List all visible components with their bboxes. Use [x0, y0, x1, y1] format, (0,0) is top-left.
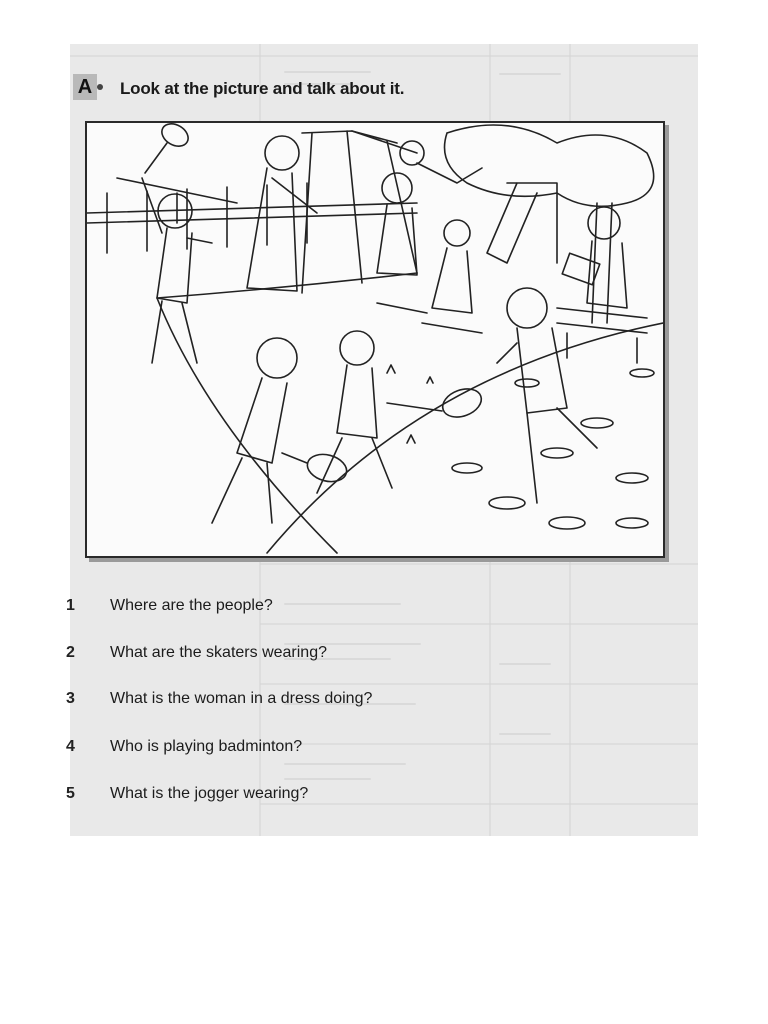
question-number: 4 [66, 738, 75, 755]
question-number: 5 [66, 785, 75, 802]
question-text: What are the skaters wearing? [110, 644, 327, 661]
park-scene-drawing [87, 123, 663, 556]
question-text: What is the jogger wearing? [110, 785, 309, 802]
scanned-worksheet-page [66, 44, 698, 836]
question-number: 1 [66, 597, 75, 614]
section-letter: A [77, 76, 93, 98]
question-number: 3 [66, 690, 75, 707]
question-text: Where are the people? [110, 597, 273, 614]
question-text: What is the woman in a dress doing? [110, 690, 373, 707]
audio-icon [97, 84, 103, 90]
question-text: Who is playing badminton? [110, 738, 303, 755]
instruction-heading: Look at the picture and talk about it. [120, 79, 405, 98]
section-label [73, 74, 97, 100]
question-number: 2 [66, 644, 75, 661]
park-illustration [85, 121, 665, 558]
